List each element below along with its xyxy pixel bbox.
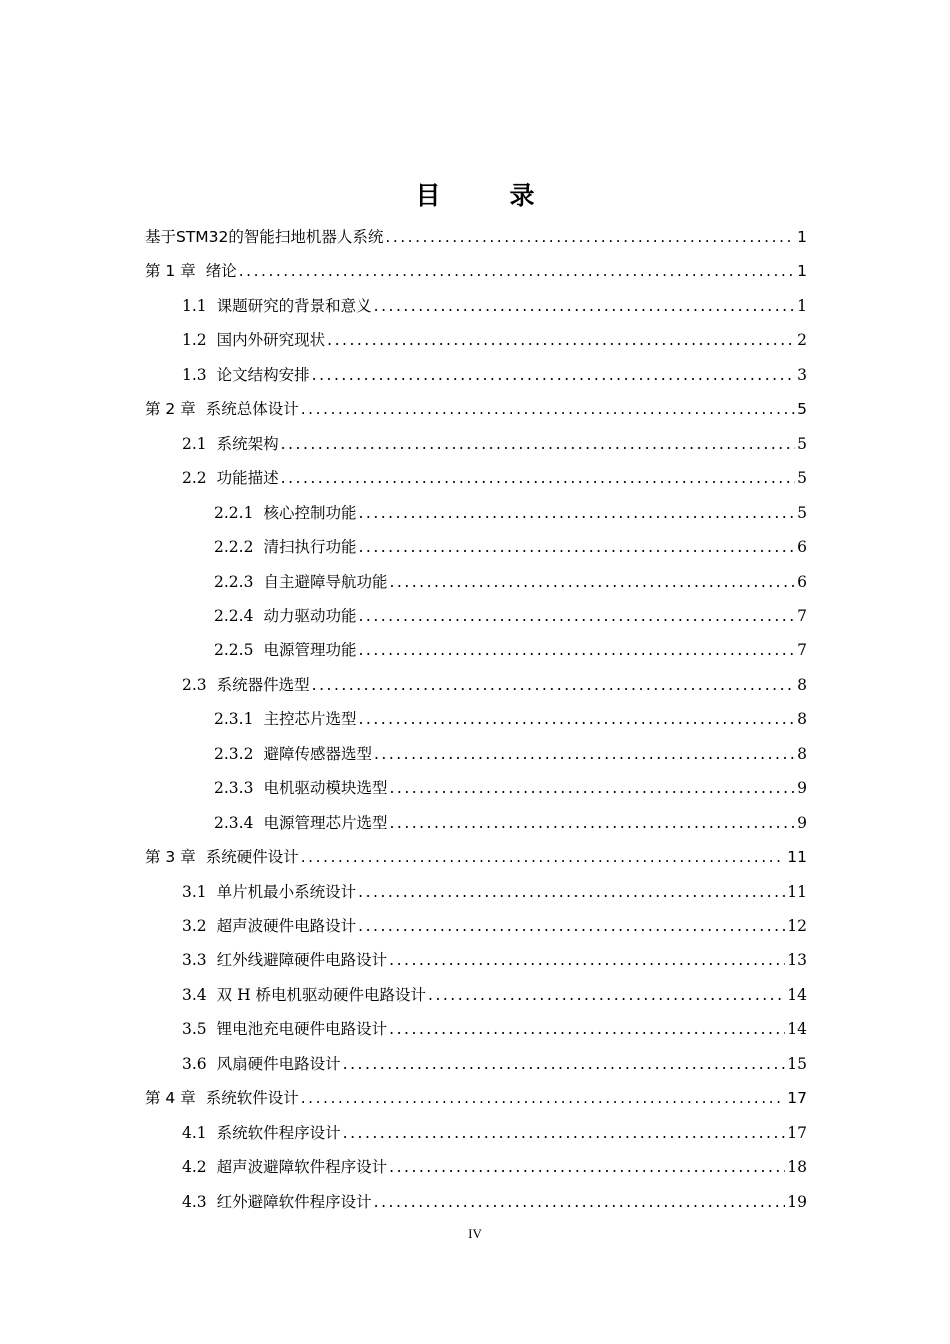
toc-entry-page: 12 <box>787 917 807 935</box>
toc-entry[interactable] <box>182 1150 807 1184</box>
toc-entry-title: 电机驱动模块选型 <box>263 779 388 798</box>
toc-entry[interactable] <box>145 840 807 874</box>
toc-dot-leader <box>389 771 795 805</box>
toc-entry-number: 第 1 章 <box>145 262 196 281</box>
toc-entry[interactable] <box>182 978 807 1012</box>
toc-entry-number: 2.3.2 <box>214 744 254 763</box>
toc-dot-leader <box>312 668 795 702</box>
toc-dot-leader <box>358 702 795 736</box>
toc-dot-leader <box>389 1150 785 1184</box>
toc-entry[interactable] <box>182 668 807 702</box>
toc-dot-leader <box>281 461 795 495</box>
toc-dot-leader <box>358 633 795 667</box>
toc-dot-leader <box>358 875 785 909</box>
toc-entry-number: 2.2.1 <box>214 503 254 522</box>
toc-entry-page: 2 <box>797 331 807 350</box>
toc-entry[interactable] <box>214 702 807 736</box>
toc-entry-title: 系统器件选型 <box>216 675 310 694</box>
toc-entry-page: 9 <box>797 813 807 832</box>
toc-entry-page: 5 <box>797 469 807 488</box>
toc-entry-page: 14 <box>787 985 807 1004</box>
toc-dot-leader <box>428 978 785 1012</box>
toc-entry-number: 2.2.3 <box>214 572 254 591</box>
toc-entry-title: 电源管理功能 <box>263 641 357 660</box>
toc-entry-title: 风扇硬件电路设计 <box>216 1054 341 1073</box>
toc-dot-leader <box>343 1116 786 1150</box>
toc-entry[interactable] <box>182 909 807 943</box>
toc-entry[interactable] <box>145 392 807 426</box>
toc-entry-title: 课题研究的背景和意义 <box>216 296 372 315</box>
toc-entry[interactable] <box>182 358 807 392</box>
toc-entry-page: 8 <box>797 744 807 763</box>
toc-entry-number: 1.2 <box>182 331 207 350</box>
toc-entry[interactable] <box>214 633 807 667</box>
toc-dot-leader <box>358 496 795 530</box>
toc-entry-number: 2.2 <box>182 469 207 488</box>
toc-entry-page: 1 <box>797 228 807 246</box>
toc-entry-page: 1 <box>797 296 807 315</box>
toc-entry[interactable] <box>214 565 807 599</box>
toc-entry[interactable] <box>182 875 807 909</box>
toc-entry-page: 17 <box>787 1089 807 1108</box>
toc-entry-page: 5 <box>797 503 807 522</box>
toc-entry-title: 超声波硬件电路设计 <box>216 917 357 935</box>
toc-entry[interactable] <box>182 1012 807 1046</box>
toc-entry-title: 绪论 <box>205 262 237 281</box>
toc-entry-number: 2.2.4 <box>214 606 254 625</box>
toc-dot-leader <box>343 1047 786 1081</box>
toc-entry[interactable] <box>214 771 807 805</box>
toc-entry-number: 2.3.1 <box>214 710 254 729</box>
toc-dot-leader <box>358 909 785 943</box>
toc-entry-number: 3.1 <box>182 882 207 901</box>
toc-entry[interactable] <box>182 1185 807 1219</box>
toc-entry[interactable] <box>214 496 807 530</box>
toc-dot-leader <box>239 254 795 288</box>
toc-entry-number: 3.6 <box>182 1054 207 1073</box>
toc-dot-leader <box>358 599 795 633</box>
toc-entry-page: 18 <box>787 1158 807 1177</box>
toc-title: 目 录 <box>415 181 557 210</box>
toc-entry-number: 2.2.2 <box>214 538 254 557</box>
toc-entry[interactable] <box>214 806 807 840</box>
page-number: IV <box>468 1226 482 1241</box>
toc-entry[interactable] <box>145 254 807 288</box>
toc-entry-title: 系统硬件设计 <box>205 848 299 867</box>
toc-entry-number: 2.1 <box>182 434 207 453</box>
toc-entry-page: 13 <box>787 951 807 970</box>
toc-entry-title: 超声波避障软件程序设计 <box>216 1158 388 1177</box>
toc-entry-title: 系统架构 <box>216 434 279 453</box>
toc-dot-leader <box>301 392 795 426</box>
toc-entry-page: 15 <box>787 1054 807 1073</box>
toc-entry[interactable] <box>182 289 807 323</box>
toc-entry-number: 2.2.5 <box>214 641 254 660</box>
toc-entry-number: 第 2 章 <box>145 400 196 419</box>
toc-entry-title: 系统软件设计 <box>205 1089 299 1108</box>
toc-entry-title: 锂电池充电硬件电路设计 <box>216 1020 388 1039</box>
toc-entry-title: 双 H 桥电机驱动硬件电路设计 <box>216 985 427 1004</box>
toc-entry-number: 3.3 <box>182 951 207 970</box>
toc-dot-leader <box>281 427 795 461</box>
toc-entry-title: 核心控制功能 <box>263 503 357 522</box>
toc-entry-page: 19 <box>787 1192 807 1211</box>
toc-entry-number: 3.2 <box>182 917 207 935</box>
toc-entry-number: 3.5 <box>182 1020 207 1039</box>
toc-entry-title: 基于STM32的智能扫地机器人系统 <box>145 228 384 246</box>
toc-entry-title: 动力驱动功能 <box>263 606 357 625</box>
toc-dot-leader <box>301 840 786 874</box>
toc-entry-page: 6 <box>797 538 807 557</box>
toc-dot-leader <box>389 806 795 840</box>
toc-dot-leader <box>389 1012 785 1046</box>
toc-entry-title: 国内外研究现状 <box>216 331 326 350</box>
toc-entry[interactable] <box>182 323 807 357</box>
toc-entry-page: 14 <box>787 1020 807 1039</box>
toc-dot-leader <box>374 289 795 323</box>
toc-entry-title: 清扫执行功能 <box>263 538 357 557</box>
toc-entry[interactable] <box>182 1116 807 1150</box>
toc-entry-page: 5 <box>797 434 807 453</box>
toc-entry-number: 2.3 <box>182 675 207 694</box>
toc-entry-title: 电源管理芯片选型 <box>263 813 388 832</box>
toc-entry-page: 11 <box>787 882 807 901</box>
toc-entry[interactable] <box>182 461 807 495</box>
toc-entry-number: 2.3.3 <box>214 779 254 798</box>
toc-entry-number: 2.3.4 <box>214 813 254 832</box>
toc-entry-page: 3 <box>797 365 807 384</box>
toc-entry-number: 1.3 <box>182 365 207 384</box>
toc-dot-leader <box>358 530 795 564</box>
toc-dot-leader <box>374 737 795 771</box>
toc-entry[interactable] <box>214 599 807 633</box>
toc-dot-leader <box>389 565 795 599</box>
toc-entry-title: 系统软件程序设计 <box>216 1123 341 1142</box>
toc-entry-page: 6 <box>797 572 807 591</box>
toc-dot-leader <box>389 943 785 977</box>
toc-entry[interactable] <box>145 1081 807 1115</box>
toc-entry-page: 9 <box>797 779 807 798</box>
toc-dot-leader <box>385 220 795 254</box>
toc-entry-page: 17 <box>787 1123 807 1142</box>
toc-entry-page: 7 <box>797 606 807 625</box>
toc-entry-title: 单片机最小系统设计 <box>216 882 357 901</box>
toc-entry-title: 主控芯片选型 <box>263 710 357 729</box>
toc-entry-page: 8 <box>797 710 807 729</box>
toc-entry-page: 11 <box>787 848 807 867</box>
toc-entry[interactable] <box>182 427 807 461</box>
toc-entry-title: 红外线避障硬件电路设计 <box>216 951 388 970</box>
toc-entry-page: 5 <box>797 400 807 419</box>
toc-entry-title: 避障传感器选型 <box>263 744 372 763</box>
toc-entry-number: 第 3 章 <box>145 848 196 867</box>
toc-dot-leader <box>327 323 795 357</box>
toc-entry-page: 8 <box>797 675 807 694</box>
toc-entry-title: 自主避障导航功能 <box>263 572 388 591</box>
toc-entry[interactable] <box>214 737 807 771</box>
toc-entry-page: 1 <box>797 262 807 281</box>
toc-dot-leader <box>301 1081 786 1115</box>
toc-dot-leader <box>312 358 795 392</box>
toc-entry-title: 系统总体设计 <box>205 400 299 419</box>
toc-entry[interactable] <box>182 943 807 977</box>
toc-entry-number: 4.1 <box>182 1123 207 1142</box>
toc-entry[interactable] <box>182 1047 807 1081</box>
toc-entry[interactable] <box>214 530 807 564</box>
toc-entry-number: 4.3 <box>182 1192 207 1211</box>
toc-entry-title: 红外避障软件程序设计 <box>216 1192 372 1211</box>
toc-entry-number: 1.1 <box>182 296 207 315</box>
toc-entry-number: 3.4 <box>182 985 207 1004</box>
toc-entry-title: 功能描述 <box>216 469 279 488</box>
toc-dot-leader <box>374 1185 786 1219</box>
toc-entry-title: 论文结构安排 <box>216 365 310 384</box>
toc-entry[interactable] <box>145 220 807 254</box>
toc-entry-page: 7 <box>797 641 807 660</box>
toc-entry-number: 第 4 章 <box>145 1089 196 1108</box>
toc-entry-number: 4.2 <box>182 1158 207 1177</box>
